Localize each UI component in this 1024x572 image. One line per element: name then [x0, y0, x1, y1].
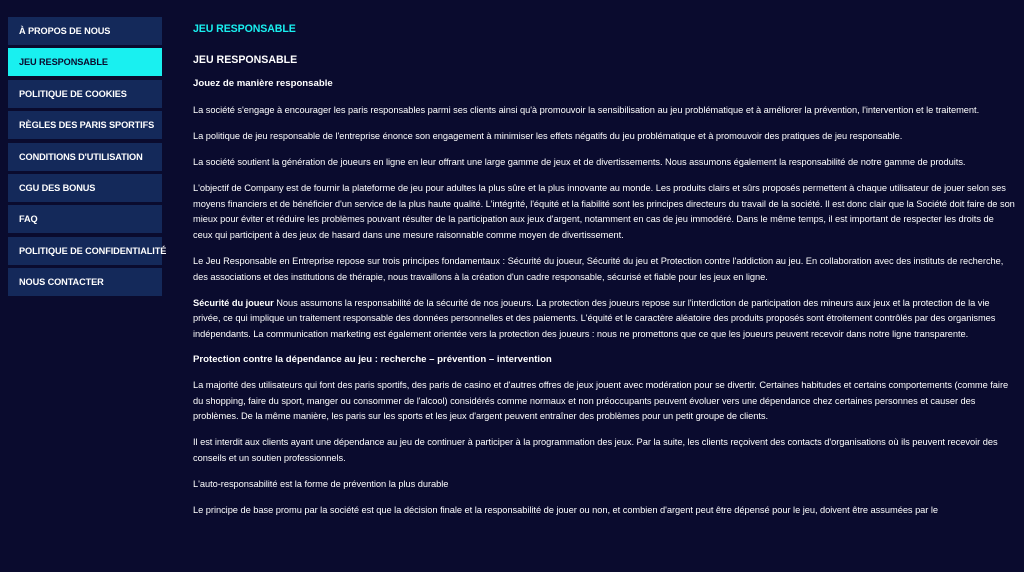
sidebar-nav — [8, 17, 167, 300]
sidebar-item-bonus-terms[interactable]: CGU DES BONUS — [8, 174, 162, 202]
sidebar-item-cookies[interactable]: POLITIQUE DE COOKIES — [8, 80, 162, 108]
article-body — [193, 53, 1015, 529]
sidebar-item-privacy[interactable]: POLITIQUE DE CONFIDENTIALITÉ — [8, 237, 162, 265]
paragraph: L'auto-responsabilité est la forme de prévention la plus durable — [193, 479, 449, 490]
main-content — [193, 0, 1015, 572]
paragraph: La majorité des utilisateurs qui font des paris sportifs, des paris de casino et d'autres offres de jeux jouent avec modération pour se divertir. Certaines habitudes et certains comportements (comme faire du shopping, faire du sport, manger ou consommer de l'alcool) considérés comme normaux et non préoccupants peuvent évoluer vers une dépendance chez certaines personnes et causer des problèmes. De la même manière, les paris sur les sports et les jeux d'argent peuvent entraîner des problèmes pour un petit groupe de clients. — [193, 380, 1009, 422]
paragraph: Le principe de base promu par la société est que la décision finale et la responsabilité de jouer ou non, et combien d'argent peut être dépensé pour le jeu, doivent être assumées par le — [193, 505, 939, 516]
protection-heading: Protection contre la dépendance au jeu : recherche – prévention – intervention — [193, 354, 552, 366]
section-subtitle: Jouez de manière responsable — [193, 78, 333, 89]
paragraph: L'objectif de Company est de fournir la plateforme de jeu pour adultes la plus sûre et la plus innovante au monde. Les produits clairs et sûrs proposés permettent à chaque utilisateur de jouer selon ses moyens financiers et de bénéficier d'un service de la plus haute qualité. L'intégrité, l'équité et la fiabilité sont les principes directeurs du travail de la société. Il est donc clair que la Société doit faire de son mieux pour éviter et réduire les problèmes pouvant résulter de la participation aux jeux d'argent, notamment en cas de jeu immodéré. Dans le même temps, il est important de respecter les droits de ceux qui participent à des jeux de hasard dans une mesure raisonnable comme moyen de divertissement. — [193, 183, 1015, 241]
sidebar-item-terms[interactable]: CONDITIONS D'UTILISATION — [8, 143, 162, 171]
sidebar-item-about[interactable]: À PROPOS DE NOUS — [8, 17, 162, 45]
paragraph: Il est interdit aux clients ayant une dépendance au jeu de continuer à participer à la programmation des jeux. Par la suite, les clients reçoivent des contacts d'organisations où ils peuvent recevoir des conseils et un soutien professionnels. — [193, 437, 998, 463]
page-title: JEU RESPONSABLE — [193, 23, 296, 35]
section-title: JEU RESPONSABLE — [193, 54, 298, 66]
paragraph: La société s'engage à encourager les paris responsables parmi ses clients ainsi qu'à promouvoir la sensibilisation au jeu problématique et à améliorer la prévention, l'intervention et le traitement. — [193, 105, 980, 115]
player-safety-text: Nous assumons la responsabilité de la sécurité de nos joueurs. La protection des joueurs repose sur l'interdiction de participation des mineurs aux jeux et la protection de la vie privée, ce qui implique un traitement responsable des données personnelles et des paiements. L'équité et le caractère aléatoire des produits proposés sont étroitement contrôlés par des organismes indépendants. La communication marketing est également orientée vers la protection des joueurs : nous ne promettons que ce que les joueurs peuvent recevoir dans notre ligne transparente. — [193, 297, 996, 340]
sidebar-item-faq[interactable]: FAQ — [8, 205, 162, 233]
paragraph: La société soutient la génération de joueurs en ligne en leur offrant une large gamme de jeux et de divertissements. Nous assumons également la responsabilité de notre gamme de produits. — [193, 157, 966, 168]
sidebar-item-betting-rules[interactable]: RÈGLES DES PARIS SPORTIFS — [8, 111, 162, 139]
sidebar-item-responsible-gaming[interactable]: JEU RESPONSABLE — [8, 48, 162, 76]
player-safety-label: Sécurité du joueur — [193, 297, 274, 308]
paragraph: La politique de jeu responsable de l'entreprise énonce son engagement à minimiser les effets négatifs du jeu problématique et à promouvoir des pratiques de jeu responsable. — [193, 131, 903, 142]
paragraph-player-safety — [193, 296, 1015, 343]
sidebar-item-contact[interactable]: NOUS CONTACTER — [8, 268, 162, 296]
paragraph: Le Jeu Responsable en Entreprise repose sur trois principes fondamentaux : Sécurité du joueur, Sécurité du jeu et Protection contre l'addiction au jeu. En collaboration avec des instituts de recherche, des associations et des institutions de thérapie, nous travaillons à la création d'un cadre responsable, sécurisé et fiable pour les jeux en ligne. — [193, 256, 1004, 282]
